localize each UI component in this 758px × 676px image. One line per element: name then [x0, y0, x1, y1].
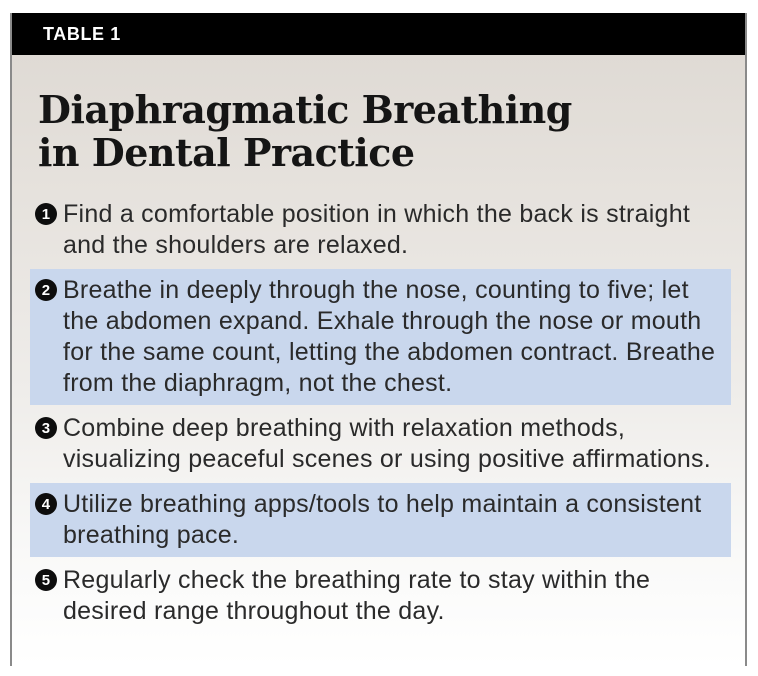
- table-title: [12, 55, 745, 174]
- step-item-5: [30, 559, 731, 633]
- step-text: Regularly check the breathing rate to stay within the desired range throughout the day.: [63, 566, 651, 625]
- step-text: Breathe in deeply through the nose, counting to five; let the abdomen expand. Exhale through the nose or mouth for the same count, letting the abdomen contract. Breathe from the diaphragm, not the chest.: [63, 276, 716, 397]
- table-card: [10, 13, 747, 666]
- step-number-badge: 5: [35, 569, 57, 591]
- step-text: Find a comfortable position in which the back is straight and the shoulders are relaxed.: [63, 200, 691, 259]
- step-text: Combine deep breathing with relaxation methods, visualizing peaceful scenes or using positive affirmations.: [63, 414, 711, 473]
- title-line-1: Diaphragmatic Breathing: [38, 87, 572, 132]
- step-item-3: [30, 407, 731, 481]
- table-header-bar: [12, 13, 745, 55]
- step-item-1: [30, 193, 731, 267]
- step-number-badge: 2: [35, 279, 57, 301]
- step-number-badge: 4: [35, 493, 57, 515]
- step-text: Utilize breathing apps/tools to help maintain a consistent breathing pace.: [63, 490, 702, 549]
- step-item-2: [30, 269, 731, 405]
- step-number-badge: 1: [35, 203, 57, 225]
- title-line-2: in Dental Practice: [38, 130, 415, 175]
- table-label: TABLE 1: [43, 23, 121, 44]
- steps-list: [30, 193, 731, 633]
- step-number-badge: 3: [35, 417, 57, 439]
- step-item-4: [30, 483, 731, 557]
